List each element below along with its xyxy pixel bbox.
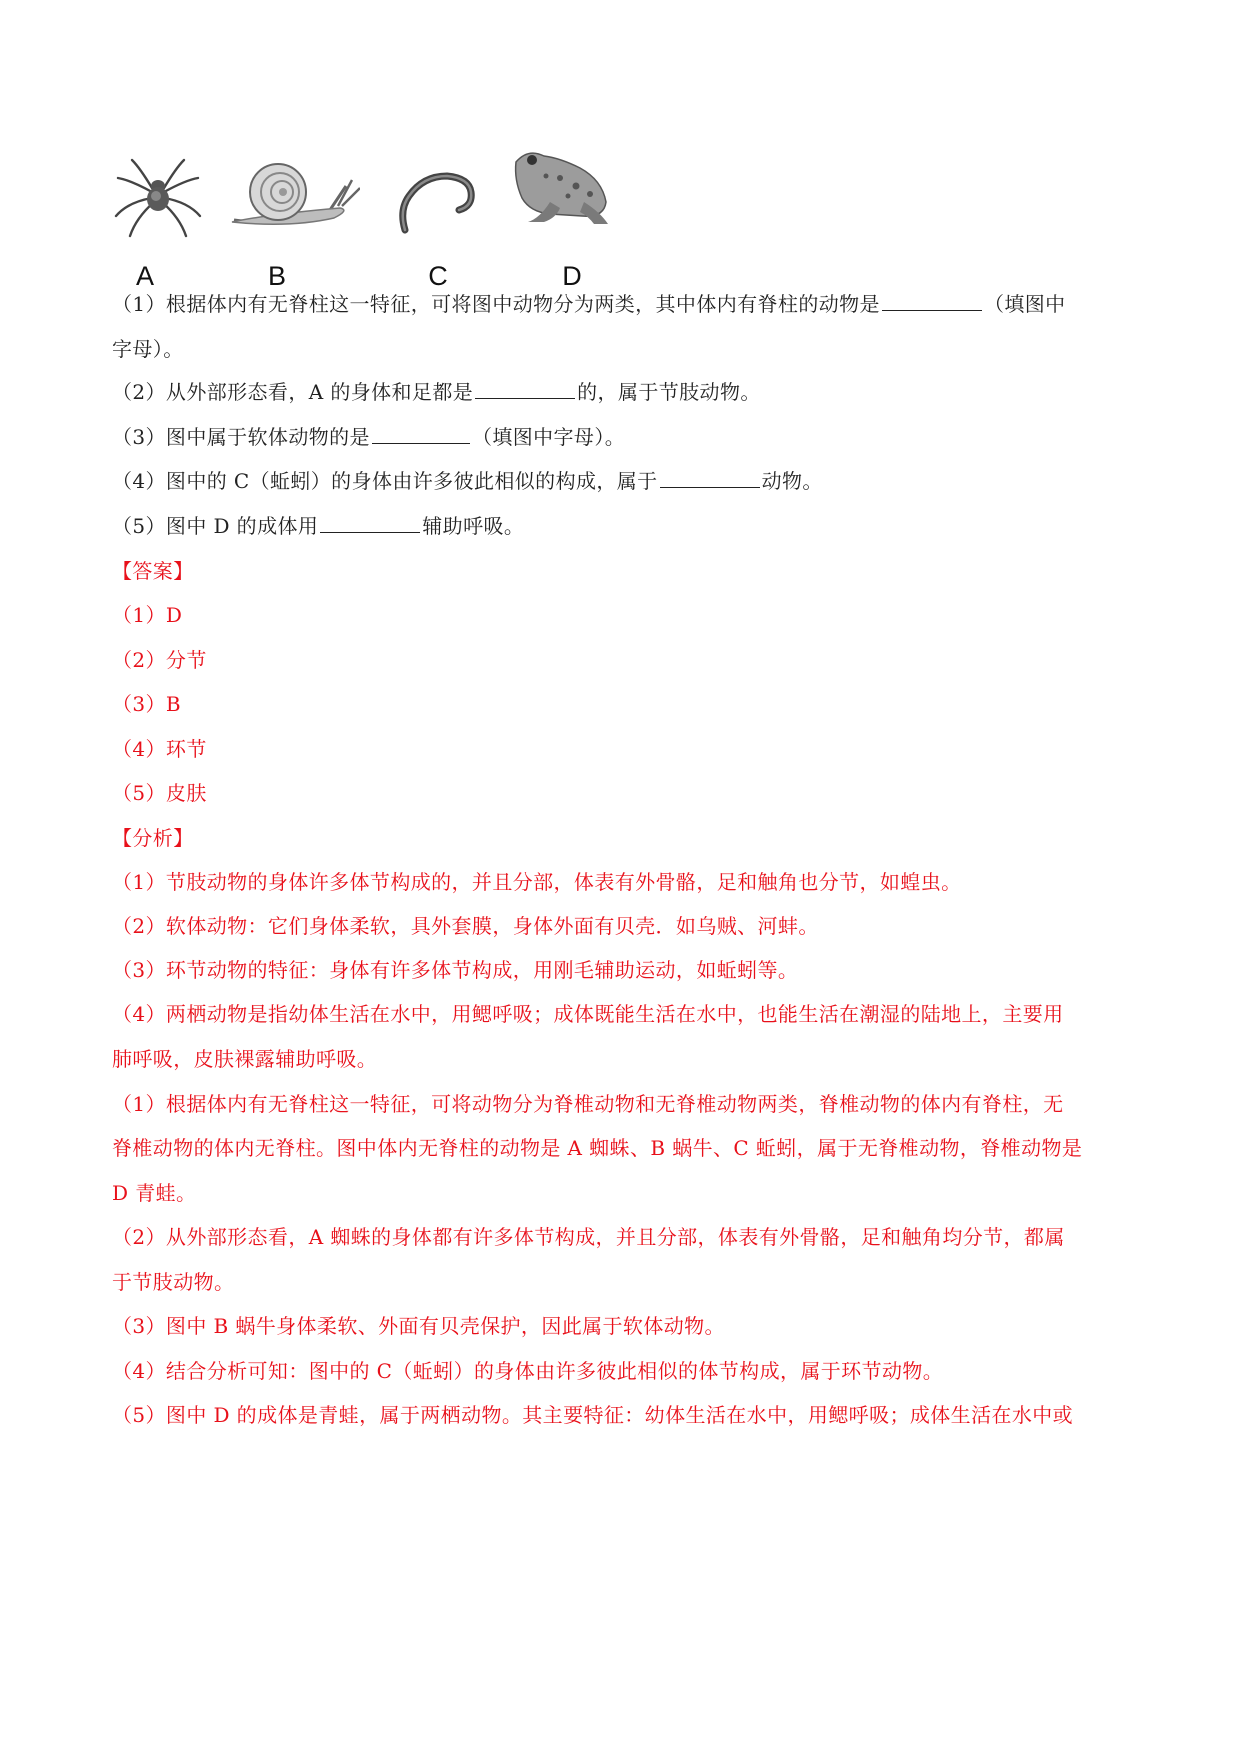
figure-label-d: D (562, 261, 582, 291)
answer-heading: 【答案】 (112, 559, 194, 583)
animal-figure (112, 158, 732, 298)
answer-blank-5[interactable] (320, 514, 420, 533)
figure-label-b: B (267, 261, 286, 291)
answer-item-1: （1）D (112, 603, 183, 627)
analysis-line: （3）环节动物的特征：身体有许多体节构成，用刚毛辅助运动，如蚯蚓等。 (112, 958, 799, 982)
answer-item-4: （4）环节 (112, 737, 207, 761)
analysis-line: （2）从外部形态看，A 蜘蛛的身体都有许多体节构成，并且分部，体表有外骨骼，足和触角均分节，都属 (112, 1225, 1065, 1249)
analysis-line: D 青蛙。 (112, 1181, 197, 1205)
question-2: （2）从外部形态看，A 的身体和足都是 的，属于节肢动物。 (112, 380, 761, 404)
answer-item-3: （3）B (112, 692, 182, 716)
question-5: （5）图中 D 的成体用 辅助呼吸。 (112, 514, 525, 538)
analysis-line: 肺呼吸，皮肤裸露辅助呼吸。 (112, 1047, 378, 1071)
snail-icon (230, 158, 360, 228)
analysis-line: （4）两栖动物是指幼体生活在水中，用鳃呼吸；成体既能生活在水中，也能生活在潮湿的陆地上，主要用 (112, 1002, 1064, 1026)
earthworm-icon (397, 166, 487, 236)
answer-item-5: （5）皮肤 (112, 781, 207, 805)
figure-label-c: C (428, 261, 448, 291)
question-1: （1）根据体内有无脊柱这一特征，可将图中动物分为两类，其中体内有脊柱的动物是 （填图中 (112, 292, 1066, 316)
figure-label-a: A (135, 261, 154, 291)
answer-blank-1[interactable] (882, 292, 982, 311)
question-1-continued: 字母）。 (112, 337, 184, 361)
analysis-line: （1）节肢动物的身体许多体节构成的，并且分部，体表有外骨骼，足和触角也分节，如蝗虫。 (112, 870, 962, 894)
question-3: （3）图中属于软体动物的是 （填图中字母）。 (112, 425, 626, 449)
answer-blank-3[interactable] (372, 425, 470, 444)
analysis-line: （4）结合分析可知：图中的 C（蚯蚓）的身体由许多彼此相似的体节构成，属于环节动物。 (112, 1359, 944, 1383)
analysis-line: （3）图中 B 蜗牛身体柔软、外面有贝壳保护，因此属于软体动物。 (112, 1314, 725, 1338)
answer-item-2: （2）分节 (112, 648, 207, 672)
question-4: （4）图中的 C（蚯蚓）的身体由许多彼此相似的构成，属于 动物。 (112, 469, 823, 493)
analysis-line: （2）软体动物：它们身体柔软，具外套膜，身体外面有贝壳．如乌贼、河蚌。 (112, 914, 819, 938)
analysis-line: 于节肢动物。 (112, 1270, 235, 1294)
answer-blank-4[interactable] (660, 469, 760, 488)
spider-icon (112, 158, 204, 238)
analysis-line: 脊椎动物的体内无脊柱。图中体内无脊柱的动物是 A 蜘蛛、B 蜗牛、C 蚯蚓，属于无脊椎动物，脊椎动物是 (112, 1136, 1083, 1160)
analysis-heading: 【分析】 (112, 826, 194, 850)
frog-icon (510, 146, 614, 226)
analysis-line: （5）图中 D 的成体是青蛙，属于两栖动物。其主要特征：幼体生活在水中，用鳃呼吸；成体生活在水中或 (112, 1403, 1074, 1427)
answer-blank-2[interactable] (475, 380, 575, 399)
analysis-line: （1）根据体内有无脊柱这一特征，可将动物分为脊椎动物和无脊椎动物两类，脊椎动物的体内有脊柱，无 (112, 1092, 1064, 1116)
